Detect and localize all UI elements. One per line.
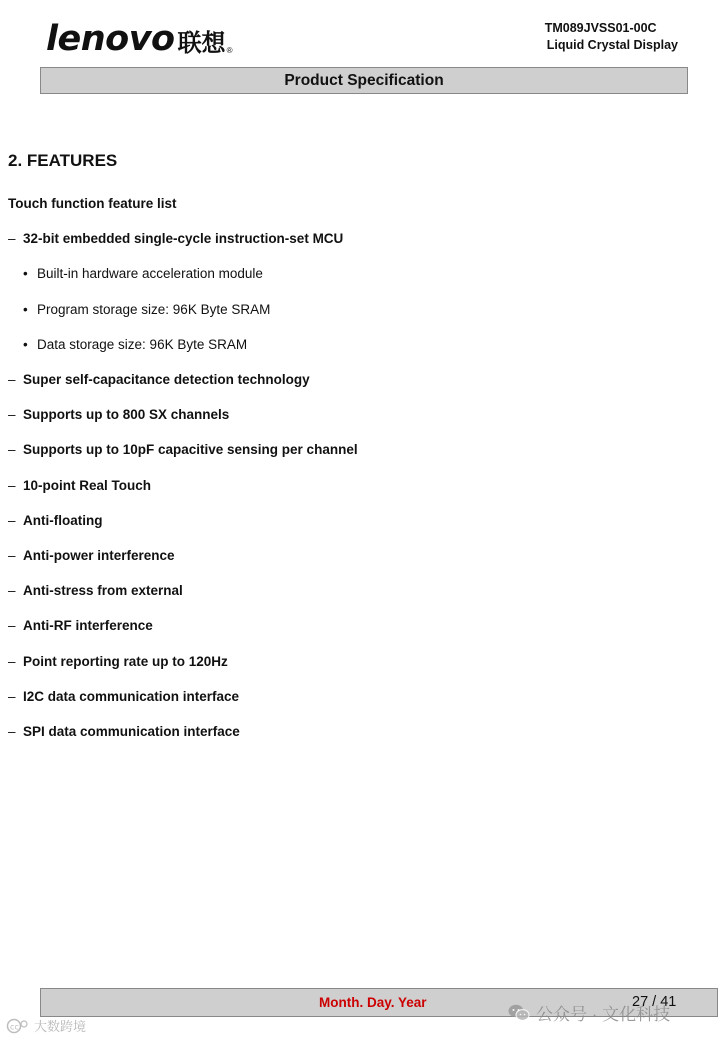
watermark-left-text: 大数跨境: [34, 1019, 87, 1034]
page-title: Product Specification: [284, 71, 444, 89]
bullet-marker: •: [23, 301, 28, 317]
list-item-text: Anti-power interference: [23, 547, 175, 563]
dash-marker: –: [8, 231, 16, 247]
sub-list-item: [8, 256, 358, 291]
title-bar: [40, 67, 688, 94]
list-item-text: Touch function feature list: [8, 196, 177, 212]
dash-marker: –: [8, 512, 16, 528]
list-heading: [8, 186, 358, 221]
dash-marker: –: [8, 407, 16, 423]
list-item: [8, 221, 358, 256]
section-title: 2. FEATURES: [8, 151, 118, 170]
list-item: [8, 608, 358, 643]
list-item-text: Built-in hardware acceleration module: [37, 266, 263, 282]
document-meta: [545, 20, 678, 54]
list-item: [8, 362, 358, 397]
doc-code: TM089JVSS01-00C: [544, 21, 657, 35]
page-number: 27 / 41: [632, 994, 677, 1010]
list-item-text: Supports up to 10pF capacitive sensing per channel: [23, 442, 358, 458]
list-item-text: Anti-floating: [23, 512, 103, 528]
sub-list-item: [8, 292, 358, 327]
list-item-text: Data storage size: 96K Byte SRAM: [37, 336, 248, 352]
list-item: [8, 397, 358, 432]
list-item-text: Program storage size: 96K Byte SRAM: [37, 301, 271, 317]
svg-text:cc: cc: [10, 1022, 19, 1031]
list-item: [8, 679, 358, 714]
list-item-text: Point reporting rate up to 120Hz: [23, 653, 228, 669]
dash-marker: –: [8, 547, 16, 563]
watermark-right-text: 公众号 · 文化科技: [536, 1005, 671, 1024]
feature-list: [8, 186, 358, 749]
logo-latin-text: lenovo: [46, 19, 175, 59]
sub-list-item: [8, 327, 358, 362]
list-item: [8, 714, 358, 749]
list-item: [8, 643, 358, 678]
list-item: [8, 503, 358, 538]
wechat-icon: [508, 1004, 530, 1022]
list-item-text: I2C data communication interface: [23, 688, 240, 704]
doc-type: Liquid Crystal Display: [546, 38, 678, 52]
list-item-text: SPI data communication interface: [23, 723, 240, 739]
list-item: [8, 538, 358, 573]
cc-icon: [6, 1018, 30, 1034]
registered-mark: ®: [226, 46, 233, 55]
list-item: [8, 432, 358, 467]
list-item: [8, 573, 358, 608]
bullet-marker: •: [23, 336, 28, 352]
list-item-text: 32-bit embedded single-cycle instruction-set MCU: [23, 231, 344, 247]
list-item-text: Anti-stress from external: [23, 583, 183, 599]
list-item-text: Supports up to 800 SX channels: [23, 407, 230, 423]
dash-marker: –: [8, 372, 16, 388]
list-item-text: 10-point Real Touch: [23, 477, 152, 493]
dash-marker: –: [8, 477, 16, 493]
dash-marker: –: [8, 618, 16, 634]
lenovo-logo: [46, 19, 233, 59]
list-item-text: Anti-RF interference: [23, 618, 153, 634]
dash-marker: –: [8, 442, 16, 458]
dash-marker: –: [8, 688, 16, 704]
watermark-left: [6, 1016, 86, 1035]
list-item: [8, 468, 358, 503]
logo-cjk-text: 联想: [177, 29, 226, 57]
bullet-marker: •: [23, 266, 28, 282]
dash-marker: –: [8, 653, 16, 669]
footer-date: Month. Day. Year: [319, 995, 427, 1010]
dash-marker: –: [8, 723, 16, 739]
list-item-text: Super self-capacitance detection technology: [23, 372, 310, 388]
dash-marker: –: [8, 583, 16, 599]
watermark-right: [508, 1000, 670, 1025]
